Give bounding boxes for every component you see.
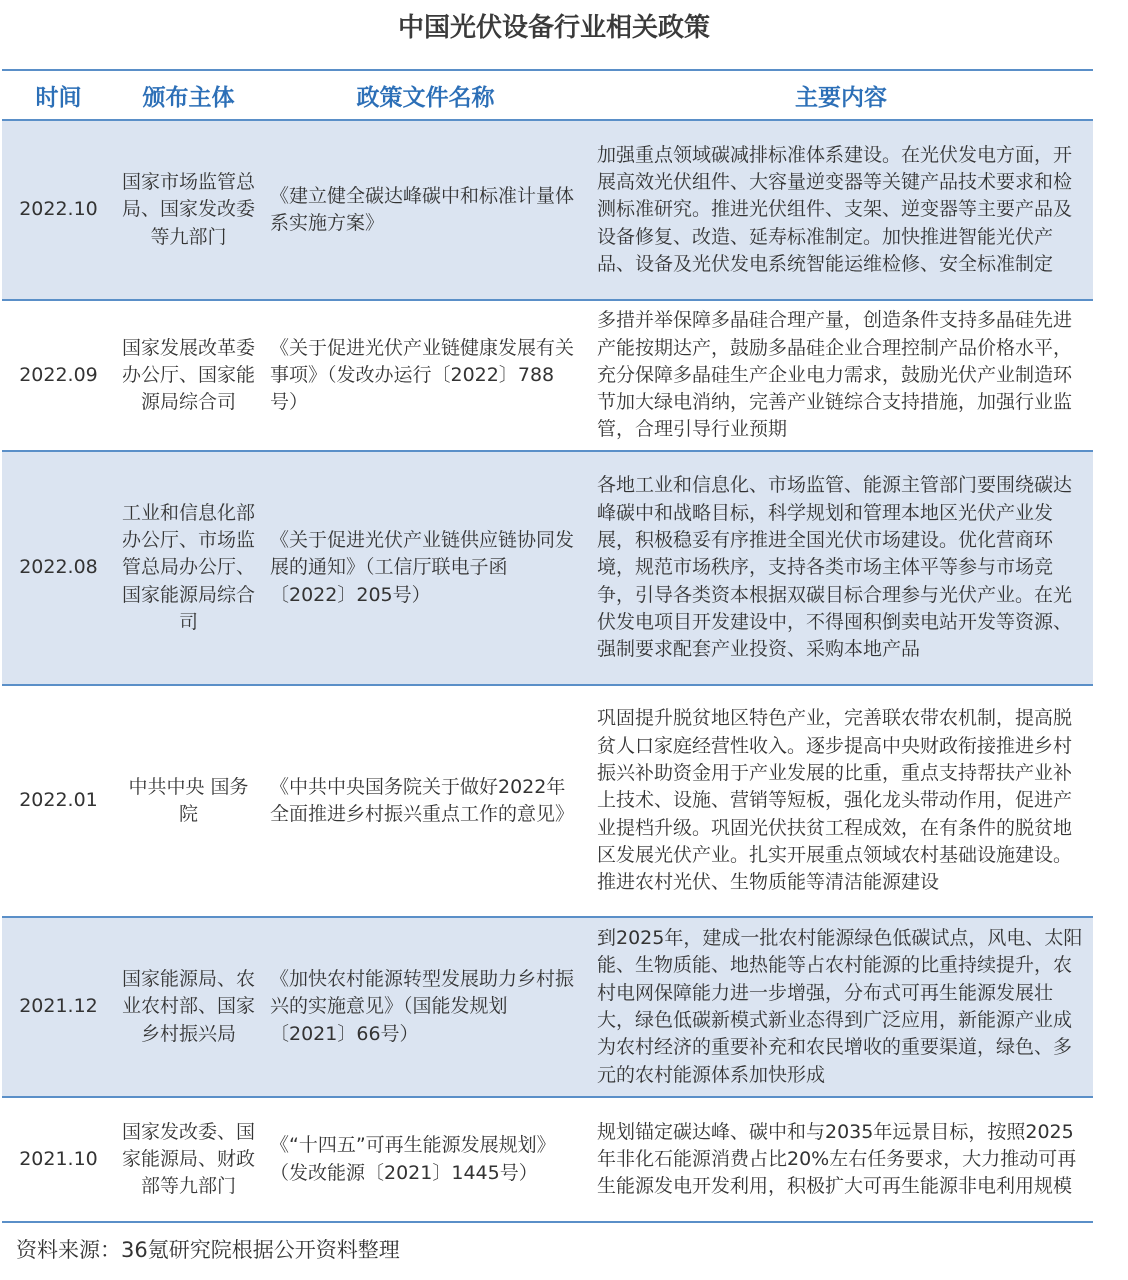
cell-document: 《“十四五”可再生能源发展规划》（发改能源〔2021〕1445号） <box>262 1097 589 1222</box>
cell-content: 各地工业和信息化、市场监管、能源主管部门要围绕碳达峰碳中和战略目标，科学规划和管理本地区光伏产业发展，积极稳妥有序推进全国光伏市场建设。优化营商环境，规范市场秩序，支持各类市场主体平等参与市场竞争，引导各类资本根据双碳目标合理参与光伏产业。在光伏发电项目开发建设中，不得囤积倒卖电站开发等资源、强制要求配套产业投资、采购本地产品 <box>589 451 1093 685</box>
cell-issuer: 国家市场监管总局、国家发改委等九部门 <box>115 120 262 300</box>
cell-content: 巩固提升脱贫地区特色产业，完善联农带农机制，提高脱贫人口家庭经营性收入。逐步提高中央财政衔接推进乡村振兴补助资金用于产业发展的比重，重点支持帮扶产业补上技术、设施、营销等短板，强化龙头带动作用，促进产业提档升级。巩固光伏扶贫工程成效，在有条件的脱贫地区发展光伏产业。扎实开展重点领域农村基础设施建设。推进农村光伏、生物质能等清洁能源建设 <box>589 685 1093 917</box>
table-row <box>2 300 1093 451</box>
source-note: 资料来源：36氪研究院根据公开资料整理 <box>16 1238 400 1262</box>
header-issuer: 颁布主体 <box>115 70 262 120</box>
cell-time: 2021.12 <box>2 917 115 1097</box>
cell-issuer: 工业和信息化部办公厅、市场监管总局办公厅、国家能源局综合司 <box>115 451 262 685</box>
policy-table <box>2 69 1093 1223</box>
cell-issuer: 国家发展改革委办公厅、国家能源局综合司 <box>115 300 262 451</box>
page-title: 中国光伏设备行业相关政策 <box>397 13 710 43</box>
table-row <box>2 685 1093 917</box>
cell-content: 到2025年，建成一批农村能源绿色低碳试点，风电、太阳能、生物质能、地热能等占农村能源的比重持续提升，农村电网保障能力进一步增强，分布式可再生能源发展壮大，绿色低碳新模式新业态得到广泛应用，新能源产业成为农村经济的重要补充和农民增收的重要渠道，绿色、多元的农村能源体系加快形成 <box>589 917 1093 1097</box>
cell-time: 2021.10 <box>2 1097 115 1222</box>
cell-content: 加强重点领域碳减排标准体系建设。在光伏发电方面，开展高效光伏组件、大容量逆变器等关键产品技术要求和检测标准研究。推进光伏组件、支架、逆变器等主要产品及设备修复、改造、延寿标准制定。加快推进智能光伏产品、设备及光伏发电系统智能运维检修、安全标准制定 <box>589 120 1093 300</box>
header-time: 时间 <box>2 70 115 120</box>
cell-document: 《建立健全碳达峰碳中和标准计量体系实施方案》 <box>262 120 589 300</box>
cell-time: 2022.09 <box>2 300 115 451</box>
cell-document: 《关于促进光伏产业链健康发展有关事项》（发改办运行〔2022〕788号） <box>262 300 589 451</box>
cell-content: 规划锚定碳达峰、碳中和与2035年远景目标，按照2025年非化石能源消费占比20%左右任务要求，大力推动可再生能源发电开发利用，积极扩大可再生能源非电利用规模 <box>589 1097 1093 1222</box>
table-row <box>2 1097 1093 1222</box>
header-content: 主要内容 <box>589 70 1093 120</box>
cell-time: 2022.01 <box>2 685 115 917</box>
table-row <box>2 917 1093 1097</box>
cell-document: 《加快农村能源转型发展助力乡村振兴的实施意见》（国能发规划〔2021〕66号） <box>262 917 589 1097</box>
cell-time: 2022.08 <box>2 451 115 685</box>
cell-time: 2022.10 <box>2 120 115 300</box>
table-row <box>2 120 1093 300</box>
cell-document: 《关于促进光伏产业链供应链协同发展的通知》（工信厅联电子函〔2022〕205号） <box>262 451 589 685</box>
table-row <box>2 451 1093 685</box>
cell-issuer: 国家发改委、国家能源局、财政部等九部门 <box>115 1097 262 1222</box>
cell-issuer: 中共中央 国务院 <box>115 685 262 917</box>
cell-issuer: 国家能源局、农业农村部、国家乡村振兴局 <box>115 917 262 1097</box>
cell-content: 多措并举保障多晶硅合理产量，创造条件支持多晶硅先进产能按期达产，鼓励多晶硅企业合理控制产品价格水平，充分保障多晶硅生产企业电力需求，鼓励光伏产业制造环节加大绿电消纳，完善产业链综合支持措施，加强行业监管，合理引导行业预期 <box>589 300 1093 451</box>
table-header-row <box>2 70 1093 120</box>
cell-document: 《中共中央国务院关于做好2022年全面推进乡村振兴重点工作的意见》 <box>262 685 589 917</box>
header-document: 政策文件名称 <box>262 70 589 120</box>
